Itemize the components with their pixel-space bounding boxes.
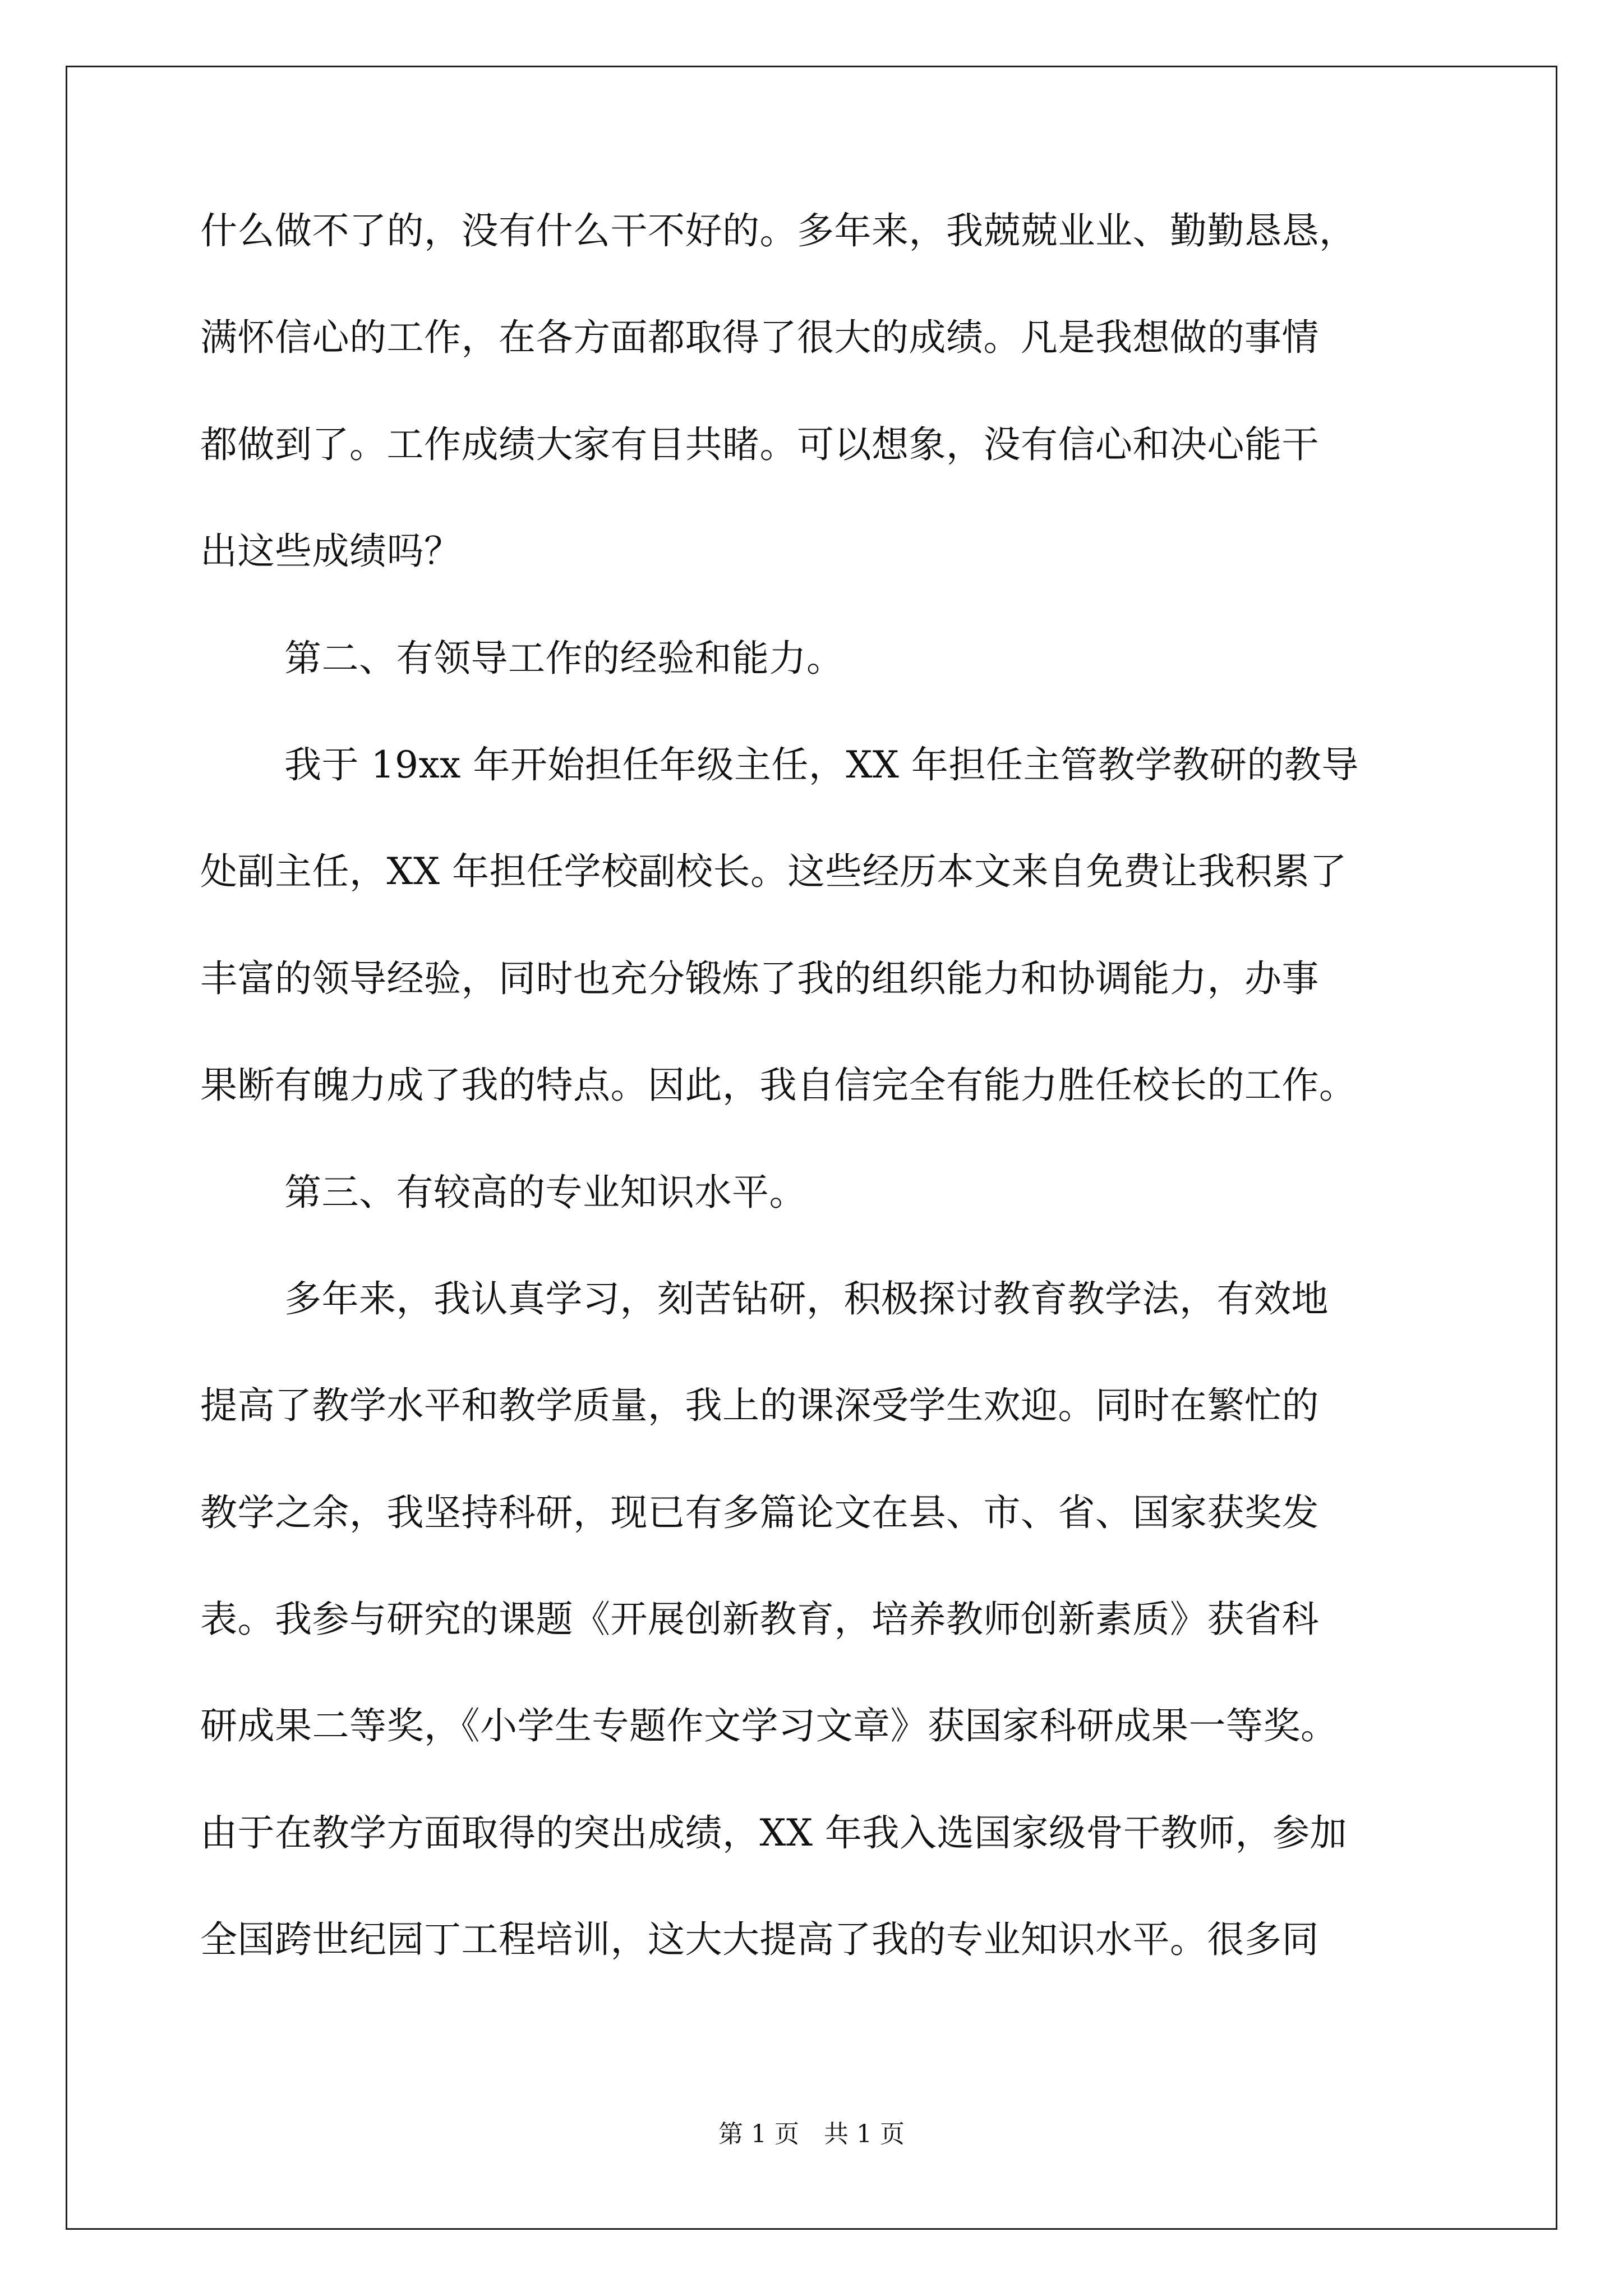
text-line-11: 多年来，我认真学习，刻苦钻研，积极探讨教育教学法，有效地 (284, 1277, 1329, 1320)
text-line-9: 果断有魄力成了我的特点。因此，我自信完全有能力胜任校长的工作。 (200, 1064, 1357, 1107)
text-line-15: 研成果二等奖，《小学生专题作文学习文章》获国家科研成果一等奖。 (200, 1704, 1338, 1748)
text-line-1: 什么做不了的，没有什么干不好的。多年来，我兢兢业业、勤勤恳恳， (200, 209, 1357, 252)
text-line-6: 我于 19xx 年开始担任年级主任，XX 年担任主管教学教研的教导 (284, 743, 1359, 786)
text-line-8: 丰富的领导经验，同时也充分锻炼了我的组织能力和协调能力，办事 (200, 956, 1319, 1000)
text-line-3: 都做到了。工作成绩大家有目共睹。可以想象，没有信心和决心能干 (200, 422, 1319, 466)
page-footer: 第 1 页 共 1 页 (718, 2120, 905, 2148)
text-line-17: 全国跨世纪园丁工程培训，这大大提高了我的专业知识水平。很多同 (200, 1918, 1319, 1962)
section-heading-2: 第二、有领导工作的经验和能力。 (284, 636, 844, 680)
text-line-14: 表。我参与研究的课题《开展创新教育，培养教师创新素质》获省科 (200, 1598, 1319, 1641)
text-line-4: 出这些成绩吗？ (200, 530, 462, 573)
section-heading-3: 第三、有较高的专业知识水平。 (284, 1170, 806, 1214)
text-line-12: 提高了教学水平和教学质量，我上的课深受学生欢迎。同时在繁忙的 (200, 1384, 1319, 1428)
text-line-16: 由于在教学方面取得的突出成绩，XX 年我入选国家级骨干教师，参加 (200, 1811, 1347, 1855)
text-line-13: 教学之余，我坚持科研，现已有多篇论文在县、市、省、国家获奖发 (200, 1490, 1319, 1534)
text-line-7: 处副主任，XX 年担任学校副校长。这些经历本文来自免费让我积累了 (200, 850, 1347, 894)
document-body (200, 178, 1434, 1994)
text-line-2: 满怀信心的工作，在各方面都取得了很大的成绩。凡是我想做的事情 (200, 316, 1319, 360)
